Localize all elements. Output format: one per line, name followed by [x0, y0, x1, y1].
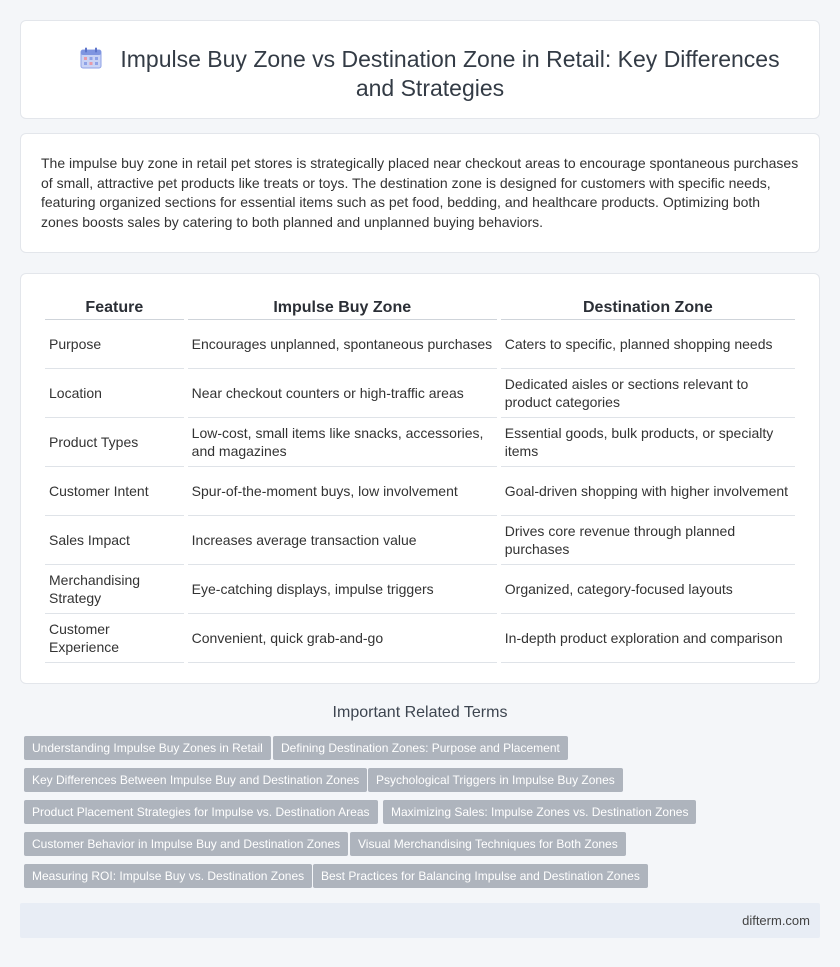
comparison-table [41, 296, 799, 663]
related-tag-defining-destination[interactable]: Defining Destination Zones: Purpose and Placement [273, 736, 568, 760]
feature-cell: Customer Intent [45, 467, 184, 516]
page-title-wrap [61, 45, 799, 103]
related-tag-maximizing-sales[interactable]: Maximizing Sales: Impulse Zones vs. Destination Zones [383, 800, 696, 824]
related-tag-key-differences[interactable]: Key Differences Between Impulse Buy and Destination Zones [24, 768, 367, 792]
related-tag-customer-behavior[interactable]: Customer Behavior in Impulse Buy and Destination Zones [24, 832, 348, 856]
footer-site-link[interactable]: difterm.com [742, 913, 810, 928]
table-row [45, 516, 795, 565]
title-card [20, 20, 820, 119]
impulse-cell: Near checkout counters or high-traffic areas [188, 369, 497, 418]
table-row [45, 320, 795, 369]
destination-cell: Drives core revenue through planned purchases [501, 516, 795, 565]
table-header-row [45, 296, 795, 320]
feature-cell: Sales Impact [45, 516, 184, 565]
impulse-cell: Eye-catching displays, impulse triggers [188, 565, 497, 614]
destination-cell: Essential goods, bulk products, or specialty items [501, 418, 795, 467]
feature-cell: Purpose [45, 320, 184, 369]
related-tag-psychological-triggers[interactable]: Psychological Triggers in Impulse Buy Zones [368, 768, 623, 792]
destination-cell: Goal-driven shopping with higher involvement [501, 467, 795, 516]
destination-cell: Organized, category-focused layouts [501, 565, 795, 614]
comparison-card [20, 273, 820, 684]
related-tag-best-practices[interactable]: Best Practices for Balancing Impulse and Destination Zones [313, 864, 648, 888]
feature-cell: Customer Experience [45, 614, 184, 663]
header-destination-zone: Destination Zone [501, 296, 795, 320]
feature-cell: Merchandising Strategy [45, 565, 184, 614]
table-row [45, 369, 795, 418]
related-terms-heading: Important Related Terms [332, 704, 508, 721]
table-row [45, 565, 795, 614]
intro-card [20, 133, 820, 253]
impulse-cell: Increases average transaction value [188, 516, 497, 565]
destination-cell: In-depth product exploration and comparison [501, 614, 795, 663]
feature-cell: Product Types [45, 418, 184, 467]
related-tag-understanding-impulse[interactable]: Understanding Impulse Buy Zones in Retail [24, 736, 271, 760]
footer-bar [20, 903, 820, 938]
related-tag-measuring-roi[interactable]: Measuring ROI: Impulse Buy vs. Destination Zones [24, 864, 312, 888]
calendar-icon [80, 47, 102, 69]
related-tag-visual-merchandising[interactable]: Visual Merchandising Techniques for Both Zones [350, 832, 626, 856]
feature-cell: Location [45, 369, 184, 418]
table-row [45, 418, 795, 467]
table-row [45, 614, 795, 663]
impulse-cell: Convenient, quick grab-and-go [188, 614, 497, 663]
impulse-cell: Encourages unplanned, spontaneous purchases [188, 320, 497, 369]
page-title: Impulse Buy Zone vs Destination Zone in Retail: Key Differences and Strategies [120, 46, 780, 101]
destination-cell: Dedicated aisles or sections relevant to product categories [501, 369, 795, 418]
destination-cell: Caters to specific, planned shopping needs [501, 320, 795, 369]
intro-paragraph: The impulse buy zone in retail pet stores is strategically placed near checkout areas to encourage spontaneous purchases of small, attractive pet products like treats or toys. The destination zone is designed for customers with specific needs, featuring organized sections for essential items such as pet food, bedding, and healthcare products. Optimizing both zones boosts sales by catering to both planned and unplanned buying behaviors. [41, 155, 799, 230]
header-impulse-buy-zone: Impulse Buy Zone [188, 296, 497, 320]
header-feature: Feature [45, 296, 184, 320]
related-tag-product-placement[interactable]: Product Placement Strategies for Impulse vs. Destination Areas [24, 800, 378, 824]
impulse-cell: Spur-of-the-moment buys, low involvement [188, 467, 497, 516]
impulse-cell: Low-cost, small items like snacks, accessories, and magazines [188, 418, 497, 467]
table-row [45, 467, 795, 516]
